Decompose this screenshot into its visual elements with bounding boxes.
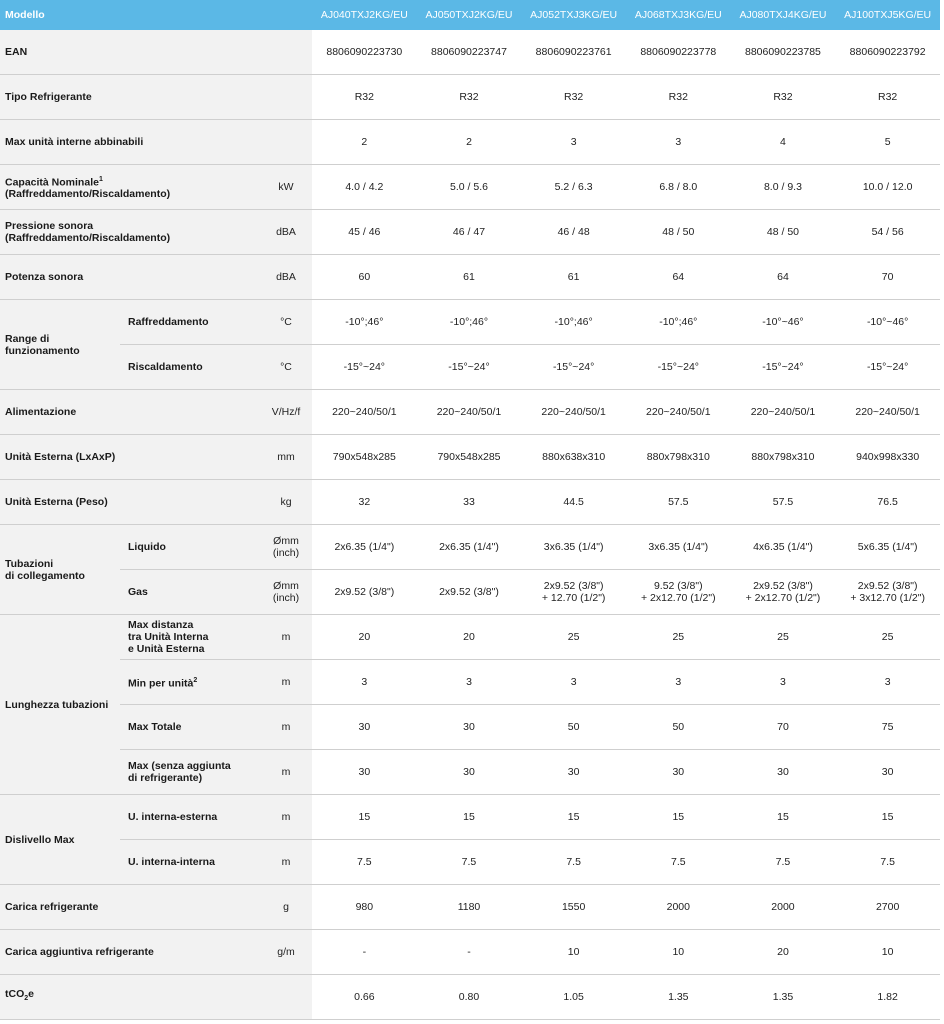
value-cell: 50 bbox=[521, 705, 626, 750]
value-cell: 1.05 bbox=[521, 975, 626, 1020]
operating-range-heating-label bbox=[120, 345, 260, 390]
value-cell: 15 bbox=[731, 795, 836, 840]
value-cell: 2x9.52 (3/8") + 12.70 (1/2") bbox=[521, 570, 626, 615]
operating-range-cooling-label bbox=[120, 300, 260, 345]
value-cell: 25 bbox=[521, 615, 626, 660]
value-cell: 70 bbox=[835, 255, 940, 300]
value-cell: 8.0 / 9.3 bbox=[731, 165, 836, 210]
pipe-length-max_total-unit: m bbox=[260, 705, 312, 750]
max-indoor-units-label: Max unità interne abbinabili bbox=[0, 120, 260, 165]
value-cell: 8806090223747 bbox=[417, 30, 522, 75]
model-header-cell: AJ068TXJ3KG/EU bbox=[626, 0, 731, 30]
value-cell: -15°~24° bbox=[417, 345, 522, 390]
model-header-cell: AJ040TXJ2KG/EU bbox=[312, 0, 417, 30]
model-header-label: Modello bbox=[0, 0, 312, 30]
value-cell: 30 bbox=[731, 750, 836, 795]
max-indoor-units-row bbox=[0, 120, 940, 165]
max-indoor-units-unit bbox=[260, 120, 312, 165]
height-difference-indoor_outdoor-unit: m bbox=[260, 795, 312, 840]
connection-pipes-gas-unit: Ømm (inch) bbox=[260, 570, 312, 615]
height-difference-indoor_indoor-row bbox=[0, 840, 940, 885]
value-cell: -10°~46° bbox=[835, 300, 940, 345]
value-cell: 30 bbox=[835, 750, 940, 795]
capacity-label bbox=[0, 165, 260, 210]
value-cell: 8806090223730 bbox=[312, 30, 417, 75]
value-cell: 44.5 bbox=[521, 480, 626, 525]
outdoor-weight-unit: kg bbox=[260, 480, 312, 525]
capacity-row bbox=[0, 165, 940, 210]
pipe-length-max_distance-unit: m bbox=[260, 615, 312, 660]
power-supply-row bbox=[0, 390, 940, 435]
capacity-unit: kW bbox=[260, 165, 312, 210]
value-cell: 54 / 56 bbox=[835, 210, 940, 255]
pipe-length-max_total-label bbox=[120, 705, 260, 750]
height-difference-group-label: Dislivello Max bbox=[0, 795, 120, 885]
capacity-footnote: 1 bbox=[98, 175, 103, 183]
operating-range-cooling-text: Raffreddamento bbox=[128, 316, 209, 328]
value-cell: 4.0 / 4.2 bbox=[312, 165, 417, 210]
value-cell: 1180 bbox=[417, 885, 522, 930]
value-cell: 5.0 / 5.6 bbox=[417, 165, 522, 210]
value-cell: 1550 bbox=[521, 885, 626, 930]
value-cell: 46 / 47 bbox=[417, 210, 522, 255]
value-cell: R32 bbox=[835, 75, 940, 120]
additional-charge-row bbox=[0, 930, 940, 975]
value-cell: 5 bbox=[835, 120, 940, 165]
value-cell: 30 bbox=[626, 750, 731, 795]
value-cell: 30 bbox=[521, 750, 626, 795]
value-cell: 2x9.52 (3/8") + 3x12.70 (1/2") bbox=[835, 570, 940, 615]
value-cell: 57.5 bbox=[731, 480, 836, 525]
connection-pipes-group-label: Tubazioni di collegamento bbox=[0, 525, 120, 615]
model-header-cell: AJ080TXJ4KG/EU bbox=[731, 0, 836, 30]
value-cell: 5x6.35 (1/4") bbox=[835, 525, 940, 570]
value-cell: 25 bbox=[626, 615, 731, 660]
value-cell: 15 bbox=[417, 795, 522, 840]
height-difference-indoor_indoor-unit: m bbox=[260, 840, 312, 885]
value-cell: 48 / 50 bbox=[626, 210, 731, 255]
operating-range-heating-text: Riscaldamento bbox=[128, 361, 203, 373]
value-cell: 6.8 / 8.0 bbox=[626, 165, 731, 210]
value-cell: -10°;46° bbox=[626, 300, 731, 345]
height-difference-indoor_outdoor-label bbox=[120, 795, 260, 840]
value-cell: -10°;46° bbox=[417, 300, 522, 345]
value-cell: 32 bbox=[312, 480, 417, 525]
refrigerant-charge-unit: g bbox=[260, 885, 312, 930]
value-cell: 220~240/50/1 bbox=[731, 390, 836, 435]
value-cell: 8806090223792 bbox=[835, 30, 940, 75]
value-cell: 5.2 / 6.3 bbox=[521, 165, 626, 210]
pipe-length-max_total-text: Max Totale bbox=[128, 721, 182, 733]
value-cell: 4 bbox=[731, 120, 836, 165]
connection-pipes-liquid-row bbox=[0, 525, 940, 570]
ean-row bbox=[0, 30, 940, 75]
value-cell: 880x798x310 bbox=[731, 435, 836, 480]
refrigerant-type-row bbox=[0, 75, 940, 120]
value-cell: R32 bbox=[626, 75, 731, 120]
value-cell: 75 bbox=[835, 705, 940, 750]
tco2e-unit bbox=[260, 975, 312, 1020]
value-cell: 1.35 bbox=[626, 975, 731, 1020]
value-cell: 20 bbox=[731, 930, 836, 975]
operating-range-heating-row bbox=[0, 345, 940, 390]
value-cell: 2700 bbox=[835, 885, 940, 930]
value-cell: 2000 bbox=[626, 885, 731, 930]
value-cell: 220~240/50/1 bbox=[417, 390, 522, 435]
value-cell: 790x548x285 bbox=[312, 435, 417, 480]
value-cell: 9.52 (3/8") + 2x12.70 (1/2") bbox=[626, 570, 731, 615]
value-cell: 7.5 bbox=[417, 840, 522, 885]
value-cell: 3x6.35 (1/4") bbox=[626, 525, 731, 570]
tco2e-row bbox=[0, 975, 940, 1020]
pipe-length-min_per_unit-label bbox=[120, 660, 260, 705]
value-cell: 220~240/50/1 bbox=[835, 390, 940, 435]
value-cell: 60 bbox=[312, 255, 417, 300]
value-cell: -15°~24° bbox=[312, 345, 417, 390]
pipe-length-min_per_unit-text: Min per unità bbox=[128, 677, 194, 690]
value-cell: - bbox=[417, 930, 522, 975]
pipe-length-max_distance-row bbox=[0, 615, 940, 660]
value-cell: R32 bbox=[521, 75, 626, 120]
height-difference-indoor_outdoor-row bbox=[0, 795, 940, 840]
value-cell: -15°~24° bbox=[521, 345, 626, 390]
capacity-label-rest: (Raffreddamento/Riscaldamento) bbox=[5, 188, 171, 201]
tco2e-label bbox=[0, 975, 260, 1020]
value-cell: 30 bbox=[312, 705, 417, 750]
value-cell: -15°~24° bbox=[731, 345, 836, 390]
value-cell: 7.5 bbox=[521, 840, 626, 885]
value-cell: 2x6.35 (1/4") bbox=[417, 525, 522, 570]
model-header-cell: AJ100TXJ5KG/EU bbox=[835, 0, 940, 30]
value-cell: 3 bbox=[626, 120, 731, 165]
height-difference-indoor_outdoor-text: U. interna-esterna bbox=[128, 811, 218, 823]
value-cell: 3 bbox=[731, 660, 836, 705]
value-cell: 30 bbox=[417, 750, 522, 795]
connection-pipes-liquid-text: Liquido bbox=[128, 541, 166, 553]
value-cell: 57.5 bbox=[626, 480, 731, 525]
value-cell: R32 bbox=[417, 75, 522, 120]
value-cell: 2 bbox=[417, 120, 522, 165]
tco2e-label-sub: 2 bbox=[24, 995, 29, 1003]
sound-pressure-unit: dBA bbox=[260, 210, 312, 255]
value-cell: 33 bbox=[417, 480, 522, 525]
pipe-length-max_no_charge-unit: m bbox=[260, 750, 312, 795]
sound-pressure-row bbox=[0, 210, 940, 255]
value-cell: 30 bbox=[417, 705, 522, 750]
value-cell: 10 bbox=[835, 930, 940, 975]
height-difference-indoor_indoor-text: U. interna-interna bbox=[128, 856, 215, 868]
pipe-length-max_distance-text: Max distanza tra Unità Interna e Unità Esterna bbox=[128, 619, 209, 655]
model-header-cell: AJ052TXJ3KG/EU bbox=[521, 0, 626, 30]
value-cell: 76.5 bbox=[835, 480, 940, 525]
value-cell: 30 bbox=[312, 750, 417, 795]
value-cell: 70 bbox=[731, 705, 836, 750]
value-cell: 3 bbox=[312, 660, 417, 705]
value-cell: 940x998x330 bbox=[835, 435, 940, 480]
value-cell: 2x9.52 (3/8") + 2x12.70 (1/2") bbox=[731, 570, 836, 615]
outdoor-dimensions-row bbox=[0, 435, 940, 480]
tco2e-label-post: e bbox=[28, 988, 34, 1001]
height-difference-indoor_indoor-label bbox=[120, 840, 260, 885]
additional-charge-label: Carica aggiuntiva refrigerante bbox=[0, 930, 260, 975]
pipe-length-max_distance-label bbox=[120, 615, 260, 660]
value-cell: -15°~24° bbox=[835, 345, 940, 390]
value-cell: 25 bbox=[835, 615, 940, 660]
value-cell: -10°;46° bbox=[312, 300, 417, 345]
value-cell: 2000 bbox=[731, 885, 836, 930]
value-cell: 8806090223785 bbox=[731, 30, 836, 75]
value-cell: 4x6.35 (1/4") bbox=[731, 525, 836, 570]
value-cell: -10°~46° bbox=[731, 300, 836, 345]
value-cell: 3 bbox=[521, 660, 626, 705]
value-cell: 790x548x285 bbox=[417, 435, 522, 480]
value-cell: 8806090223778 bbox=[626, 30, 731, 75]
value-cell: 10 bbox=[626, 930, 731, 975]
value-cell: 3 bbox=[835, 660, 940, 705]
value-cell: 880x638x310 bbox=[521, 435, 626, 480]
value-cell: 15 bbox=[626, 795, 731, 840]
value-cell: 0.80 bbox=[417, 975, 522, 1020]
value-cell: -15°~24° bbox=[626, 345, 731, 390]
value-cell: 61 bbox=[417, 255, 522, 300]
value-cell: -10°;46° bbox=[521, 300, 626, 345]
connection-pipes-liquid-unit: Ømm (inch) bbox=[260, 525, 312, 570]
power-supply-unit: V/Hz/f bbox=[260, 390, 312, 435]
value-cell: 3 bbox=[521, 120, 626, 165]
value-cell: 3 bbox=[417, 660, 522, 705]
sound-power-label: Potenza sonora bbox=[0, 255, 260, 300]
model-header-cell: AJ050TXJ2KG/EU bbox=[417, 0, 522, 30]
operating-range-heating-unit: °C bbox=[260, 345, 312, 390]
value-cell: 20 bbox=[417, 615, 522, 660]
outdoor-weight-label: Unità Esterna (Peso) bbox=[0, 480, 260, 525]
tco2e-label-pre: tCO bbox=[5, 988, 25, 1001]
pipe-length-max_no_charge-label bbox=[120, 750, 260, 795]
value-cell: 2x6.35 (1/4") bbox=[312, 525, 417, 570]
value-cell: 220~240/50/1 bbox=[521, 390, 626, 435]
pipe-length-min_per_unit-unit: m bbox=[260, 660, 312, 705]
value-cell: 61 bbox=[521, 255, 626, 300]
value-cell: 15 bbox=[835, 795, 940, 840]
value-cell: 46 / 48 bbox=[521, 210, 626, 255]
ean-unit bbox=[260, 30, 312, 75]
value-cell: 0.66 bbox=[312, 975, 417, 1020]
value-cell: 7.5 bbox=[626, 840, 731, 885]
header-row bbox=[0, 0, 940, 30]
pipe-length-max_no_charge-text: Max (senza aggiunta di refrigerante) bbox=[128, 760, 231, 784]
value-cell: 10 bbox=[521, 930, 626, 975]
value-cell: 10.0 / 12.0 bbox=[835, 165, 940, 210]
value-cell: 1.82 bbox=[835, 975, 940, 1020]
connection-pipes-gas-label bbox=[120, 570, 260, 615]
power-supply-label: Alimentazione bbox=[0, 390, 260, 435]
value-cell: 15 bbox=[521, 795, 626, 840]
sound-power-unit: dBA bbox=[260, 255, 312, 300]
connection-pipes-gas-row bbox=[0, 570, 940, 615]
value-cell: 8806090223761 bbox=[521, 30, 626, 75]
refrigerant-type-unit bbox=[260, 75, 312, 120]
value-cell: 3x6.35 (1/4") bbox=[521, 525, 626, 570]
value-cell: 7.5 bbox=[312, 840, 417, 885]
value-cell: 7.5 bbox=[835, 840, 940, 885]
value-cell: 45 / 46 bbox=[312, 210, 417, 255]
capacity-label-text: Capacità Nominale bbox=[5, 176, 99, 189]
value-cell: 220~240/50/1 bbox=[312, 390, 417, 435]
refrigerant-charge-row bbox=[0, 885, 940, 930]
value-cell: 64 bbox=[731, 255, 836, 300]
value-cell: 2 bbox=[312, 120, 417, 165]
outdoor-dimensions-label: Unità Esterna (LxAxP) bbox=[0, 435, 260, 480]
additional-charge-unit: g/m bbox=[260, 930, 312, 975]
value-cell: - bbox=[312, 930, 417, 975]
value-cell: 50 bbox=[626, 705, 731, 750]
value-cell: 20 bbox=[312, 615, 417, 660]
value-cell: 1.35 bbox=[731, 975, 836, 1020]
pipe-length-group-label: Lunghezza tubazioni bbox=[0, 615, 120, 795]
value-cell: 2x9.52 (3/8") bbox=[417, 570, 522, 615]
pipe-length-min_per_unit-footnote: 2 bbox=[193, 676, 198, 684]
refrigerant-charge-label: Carica refrigerante bbox=[0, 885, 260, 930]
value-cell: 64 bbox=[626, 255, 731, 300]
outdoor-dimensions-unit: mm bbox=[260, 435, 312, 480]
value-cell: 15 bbox=[312, 795, 417, 840]
pipe-length-min_per_unit-row bbox=[0, 660, 940, 705]
outdoor-weight-row bbox=[0, 480, 940, 525]
value-cell: 220~240/50/1 bbox=[626, 390, 731, 435]
value-cell: R32 bbox=[731, 75, 836, 120]
pipe-length-max_no_charge-row bbox=[0, 750, 940, 795]
value-cell: 25 bbox=[731, 615, 836, 660]
operating-range-group-label: Range di funzionamento bbox=[0, 300, 120, 390]
sound-pressure-label: Pressione sonora (Raffreddamento/Riscaldamento) bbox=[0, 210, 260, 255]
value-cell: 48 / 50 bbox=[731, 210, 836, 255]
operating-range-cooling-row bbox=[0, 300, 940, 345]
value-cell: R32 bbox=[312, 75, 417, 120]
value-cell: 2x9.52 (3/8") bbox=[312, 570, 417, 615]
value-cell: 3 bbox=[626, 660, 731, 705]
connection-pipes-gas-text: Gas bbox=[128, 586, 148, 598]
sound-power-row bbox=[0, 255, 940, 300]
value-cell: 7.5 bbox=[731, 840, 836, 885]
value-cell: 880x798x310 bbox=[626, 435, 731, 480]
operating-range-cooling-unit: °C bbox=[260, 300, 312, 345]
value-cell: 980 bbox=[312, 885, 417, 930]
refrigerant-type-label: Tipo Refrigerante bbox=[0, 75, 260, 120]
ean-label: EAN bbox=[0, 30, 260, 75]
connection-pipes-liquid-label bbox=[120, 525, 260, 570]
pipe-length-max_total-row bbox=[0, 705, 940, 750]
